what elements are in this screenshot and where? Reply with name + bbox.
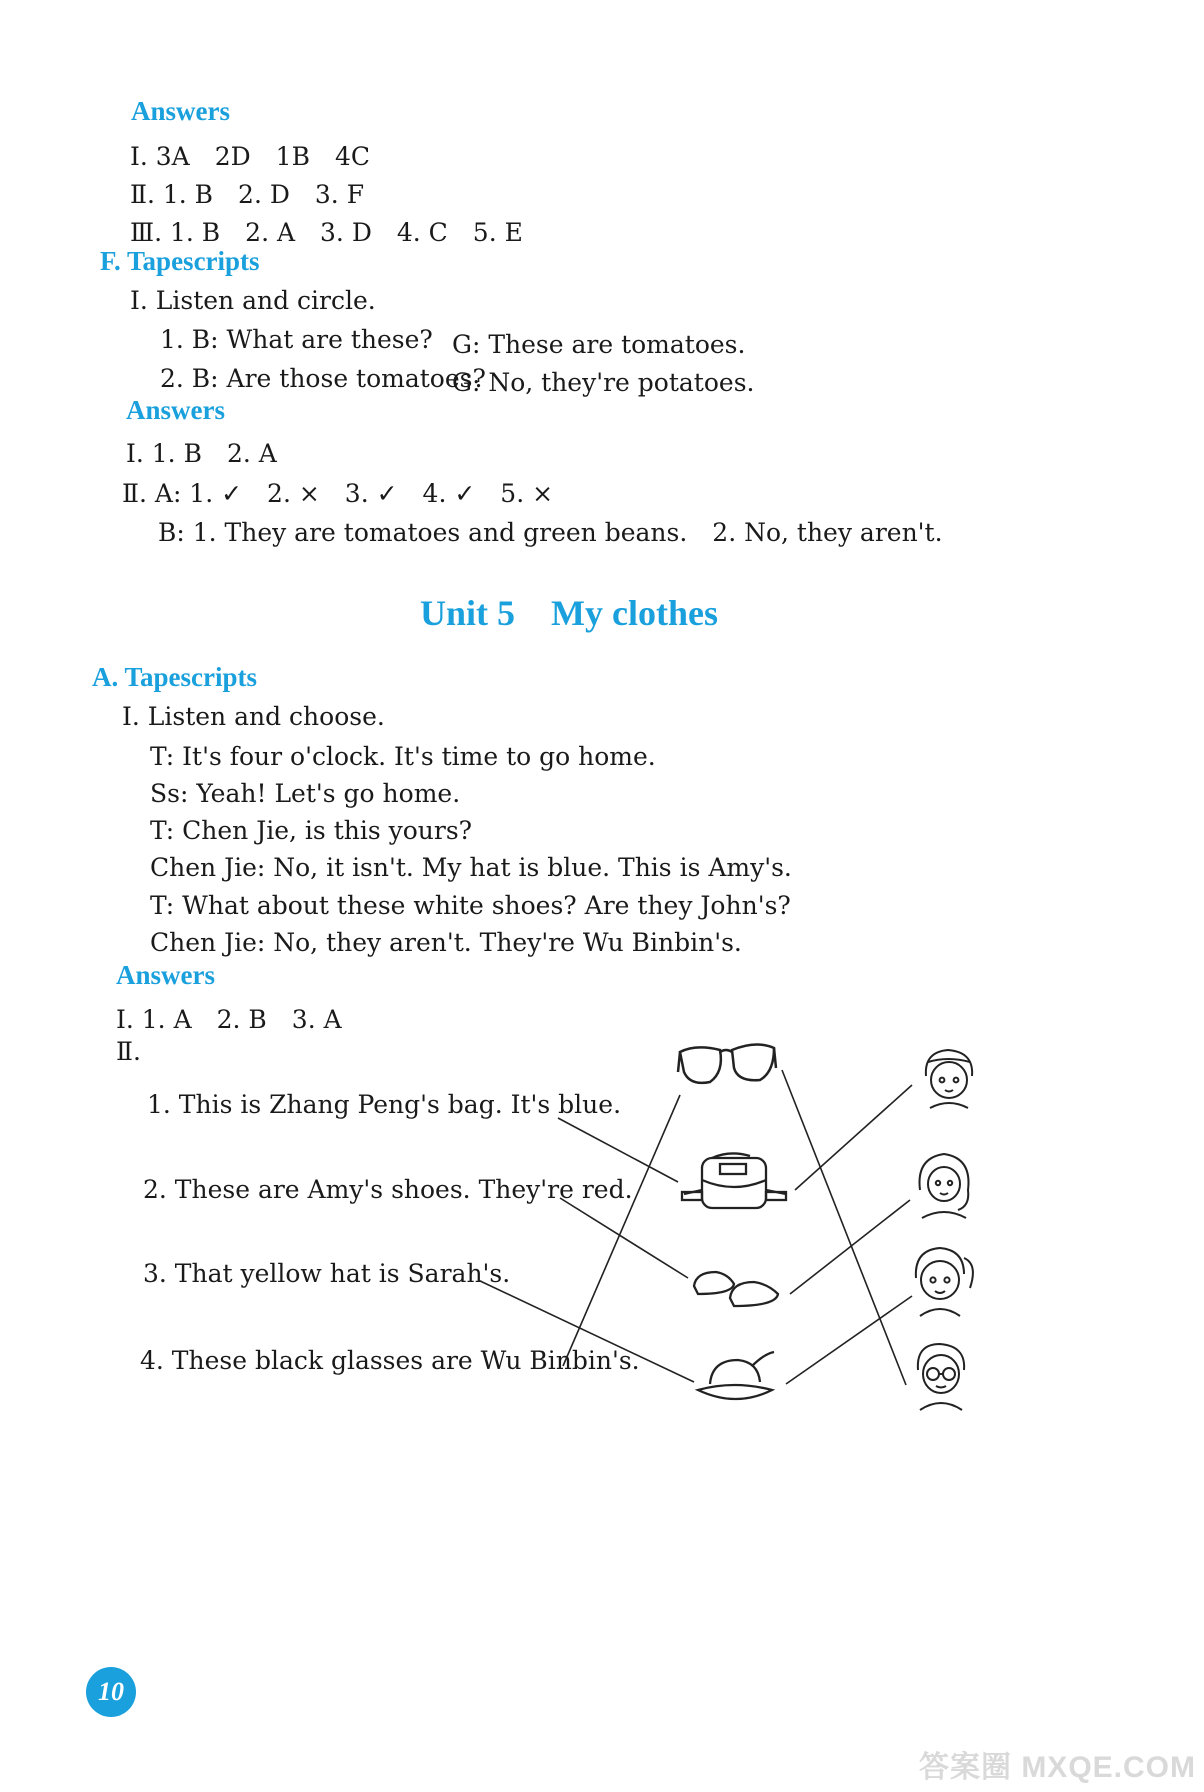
answers-heading: Answers bbox=[116, 960, 215, 990]
girl-ponytail-face-icon bbox=[908, 1244, 980, 1318]
dialogue-line: G: These are tomatoes. bbox=[452, 330, 746, 359]
match-line bbox=[478, 1280, 694, 1382]
match-line bbox=[790, 1200, 910, 1294]
dialogue-line: G: No, they're potatoes. bbox=[452, 368, 755, 397]
match-line bbox=[782, 1070, 906, 1385]
answers-heading: Answers bbox=[126, 395, 225, 425]
answer-line: Ⅱ. A: 1. ✓ 2. × 3. ✓ 4. ✓ 5. × bbox=[122, 479, 554, 508]
dialogue-line: 1. B: What are these? bbox=[160, 325, 433, 354]
match-line bbox=[560, 1198, 688, 1278]
unit-title: Unit 5 My clothes bbox=[420, 593, 718, 633]
boy-glasses-face-icon bbox=[910, 1340, 972, 1412]
matching-sentence: 2. These are Amy's shoes. They're red. bbox=[143, 1175, 633, 1204]
answer-line: Ⅲ. 1. B 2. A 3. D 4. C 5. E bbox=[130, 218, 523, 247]
watermark: 答案圈 MXQE.COM bbox=[918, 1751, 1196, 1784]
matching-sentence: 3. That yellow hat is Sarah's. bbox=[143, 1259, 511, 1288]
match-line bbox=[563, 1095, 680, 1366]
shoes-icon bbox=[690, 1264, 786, 1314]
dialogue-line: Ss: Yeah! Let's go home. bbox=[150, 779, 461, 808]
tapescripts-heading: A. Tapescripts bbox=[92, 662, 258, 692]
glasses-icon bbox=[676, 1038, 780, 1098]
task-title: Ⅰ. Listen and circle. bbox=[130, 286, 376, 315]
answer-line: Ⅱ. 1. B 2. D 3. F bbox=[130, 180, 365, 209]
answer-line: B: 1. They are tomatoes and green beans. 2. No, they aren't. bbox=[158, 518, 943, 547]
answers-heading: Answers bbox=[131, 96, 230, 126]
dialogue-line: Chen Jie: No, it isn't. My hat is blue. This is Amy's. bbox=[150, 853, 792, 882]
girl-curly-face-icon bbox=[914, 1150, 974, 1220]
tapescripts-heading: F. Tapescripts bbox=[100, 246, 260, 276]
match-line bbox=[558, 1118, 678, 1182]
hat-icon bbox=[694, 1350, 778, 1410]
match-line bbox=[795, 1085, 912, 1190]
bag-icon bbox=[680, 1150, 790, 1216]
answer-line: Ⅰ. 1. B 2. A bbox=[126, 439, 277, 468]
dialogue-line: T: What about these white shoes? Are they John's? bbox=[150, 891, 791, 920]
matching-sentence: 4. These black glasses are Wu Binbin's. bbox=[140, 1346, 640, 1375]
answer-line: Ⅰ. 1. A 2. B 3. A bbox=[116, 1005, 342, 1034]
page-number: 10 bbox=[86, 1667, 136, 1717]
match-line bbox=[786, 1296, 912, 1384]
matching-sentence: 1. This is Zhang Peng's bag. It's blue. bbox=[147, 1090, 622, 1119]
boy-face-icon bbox=[918, 1046, 980, 1112]
answer-line: Ⅰ. 3A 2D 1B 4C bbox=[130, 142, 370, 171]
dialogue-line: 2. B: Are those tomatoes? bbox=[160, 364, 486, 393]
dialogue-line: T: Chen Jie, is this yours? bbox=[150, 816, 473, 845]
dialogue-line: T: It's four o'clock. It's time to go home. bbox=[150, 742, 656, 771]
task-title: Ⅰ. Listen and choose. bbox=[122, 702, 385, 731]
dialogue-line: Chen Jie: No, they aren't. They're Wu Binbin's. bbox=[150, 928, 742, 957]
answer-label: Ⅱ. bbox=[116, 1037, 141, 1066]
